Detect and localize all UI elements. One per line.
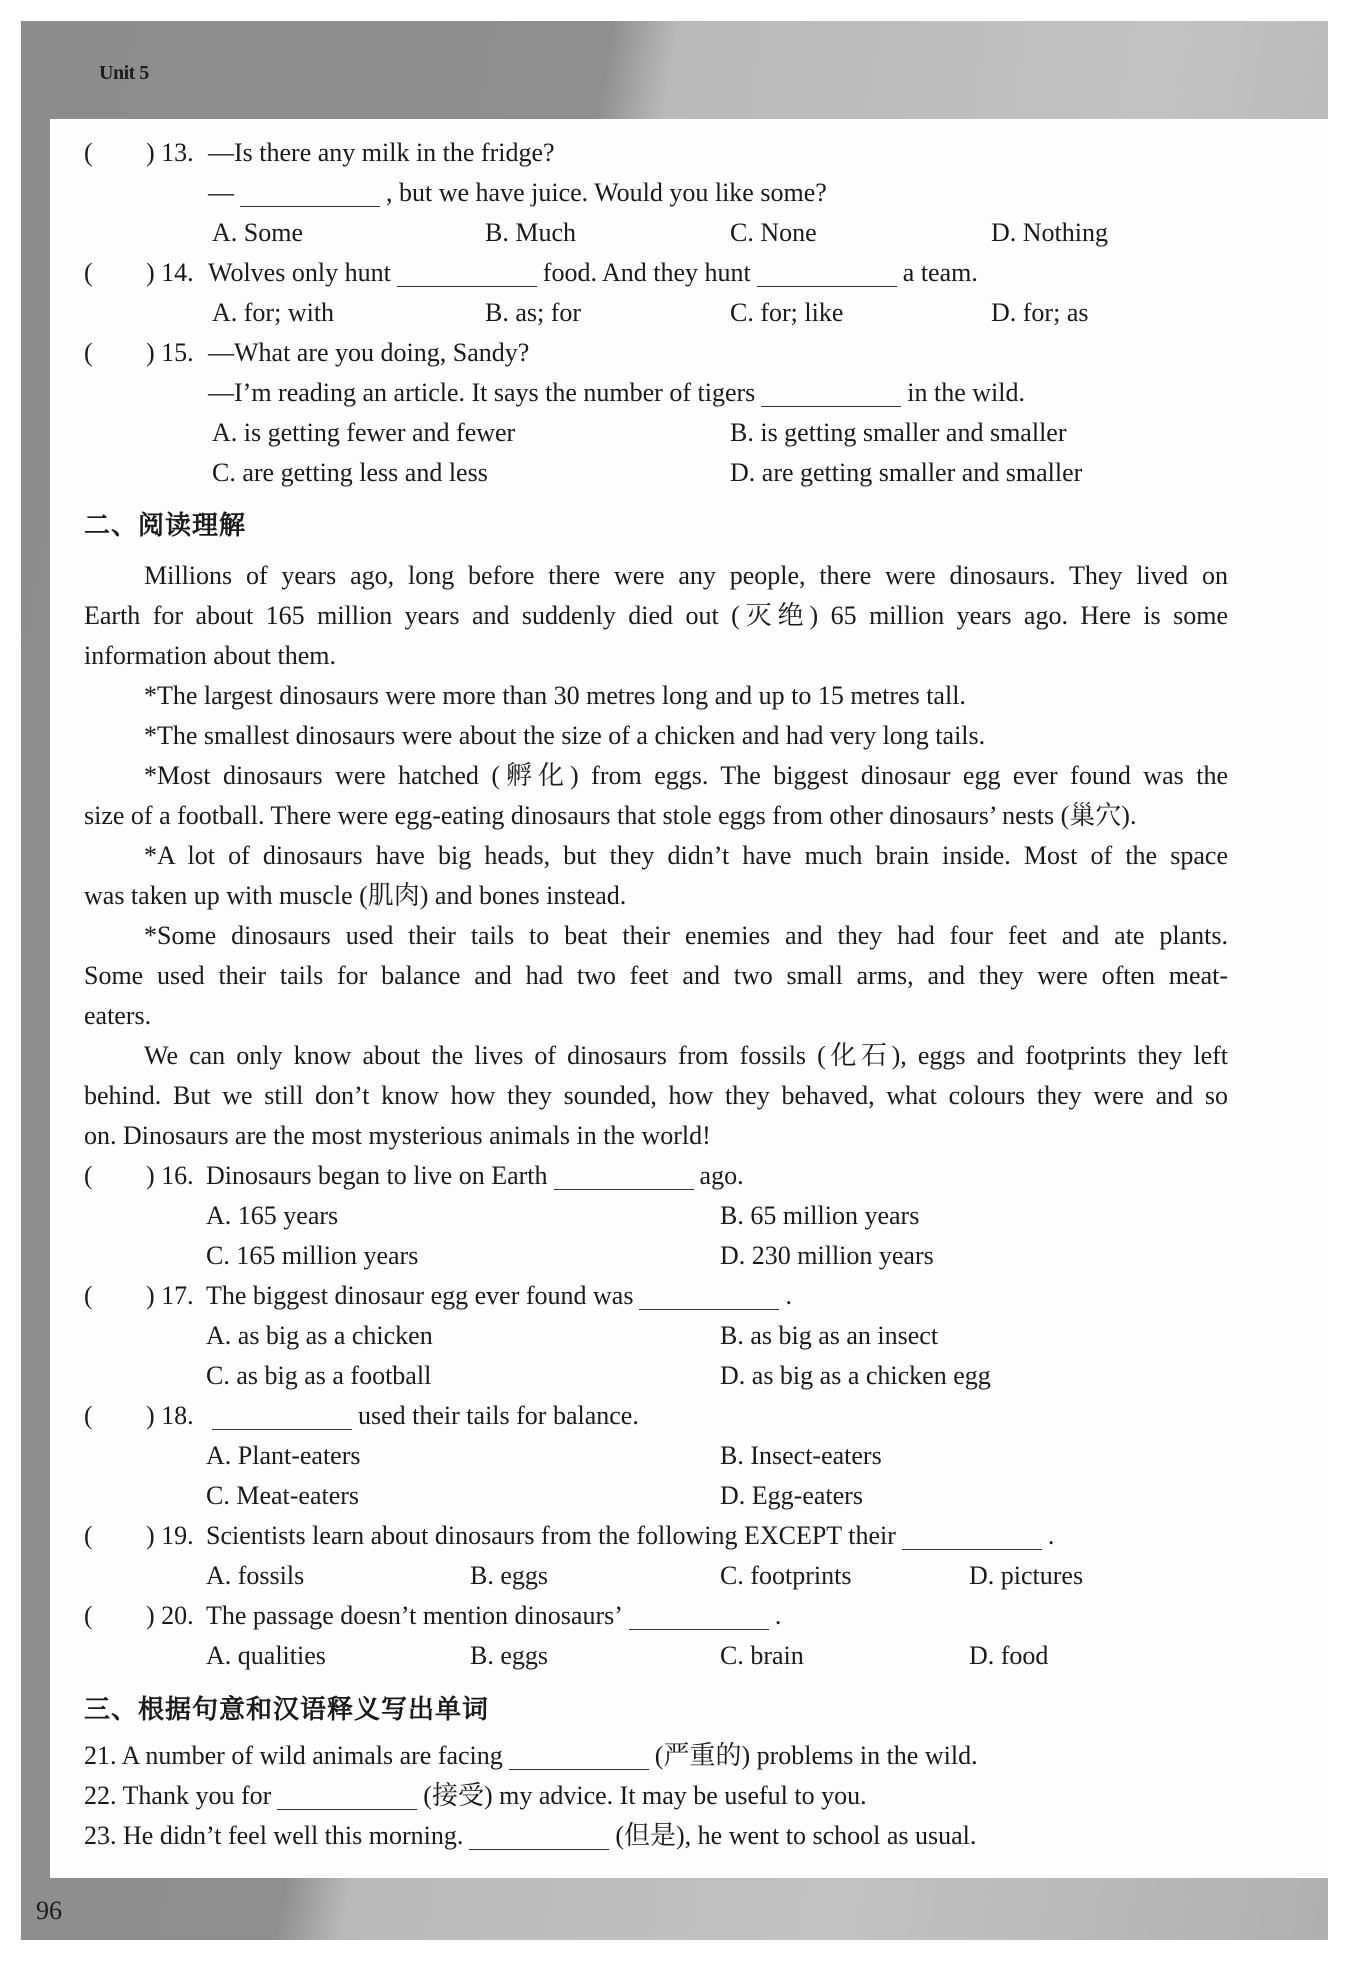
answer-option[interactable]: B. as; for xyxy=(485,297,582,327)
passage-line: *The smallest dinosaurs were about the size of a chicken and had very long tails. xyxy=(144,721,986,750)
answer-blank[interactable] xyxy=(761,376,901,407)
passage-line: Some used their tails for balance and had two feet and two small arms, and they were often meat- xyxy=(84,961,1228,990)
answer-option[interactable]: C. are getting less and less xyxy=(212,457,488,487)
answer-option[interactable]: B. 65 million years xyxy=(720,1201,920,1230)
text-segment: Scientists learn about dinosaurs from the following EXCEPT their xyxy=(206,1521,896,1550)
passage-line: *Most dinosaurs were hatched (孵化) from eggs. The biggest dinosaur egg ever found was the xyxy=(144,761,1228,790)
question-number: ) 17. xyxy=(146,1281,194,1310)
passage-line: on. Dinosaurs are the most mysterious animals in the world! xyxy=(84,1121,711,1150)
answer-option[interactable]: D. 230 million years xyxy=(720,1241,934,1270)
question-number: ) 15. xyxy=(146,337,194,367)
answer-option[interactable]: A. for; with xyxy=(212,297,335,327)
answer-option[interactable]: B. eggs xyxy=(470,1561,548,1590)
text-segment: The biggest dinosaur egg ever found was xyxy=(206,1281,634,1310)
text-segment: . xyxy=(785,1281,792,1310)
answer-paren[interactable]: ( xyxy=(84,257,93,287)
question-stem xyxy=(208,133,555,173)
answer-paren[interactable]: ( xyxy=(84,1521,93,1550)
text-segment: , but we have juice. Would you like some? xyxy=(386,177,827,207)
answer-option[interactable]: D. are getting smaller and smaller xyxy=(730,457,1083,487)
page-number: 96 xyxy=(36,1896,62,1925)
answer-blank[interactable] xyxy=(639,1279,779,1310)
question-stem xyxy=(206,1596,781,1636)
answer-option[interactable]: D. as big as a chicken egg xyxy=(720,1361,991,1390)
question-number: ) 13. xyxy=(146,137,194,167)
text-segment: a team. xyxy=(902,257,978,287)
answer-blank[interactable] xyxy=(509,1739,649,1770)
question-stem xyxy=(206,1516,1054,1556)
question-number: ) 18. xyxy=(146,1401,194,1430)
answer-blank[interactable] xyxy=(554,1159,694,1190)
answer-option[interactable]: A. qualities xyxy=(206,1641,326,1670)
answer-option[interactable]: B. Much xyxy=(485,217,576,247)
fill-in-item xyxy=(84,1816,976,1856)
question-stem xyxy=(208,253,978,293)
answer-option[interactable]: C. footprints xyxy=(720,1561,852,1590)
answer-option[interactable]: B. Insect-eaters xyxy=(720,1441,882,1470)
answer-option[interactable]: A. is getting fewer and fewer xyxy=(212,417,516,447)
text-segment: —Is there any milk in the fridge? xyxy=(208,137,555,167)
text-segment: — xyxy=(208,177,234,207)
answer-option[interactable]: D. pictures xyxy=(969,1561,1084,1590)
unit-label: Unit 5 xyxy=(99,62,149,84)
text-segment: The passage doesn’t mention dinosaurs’ xyxy=(206,1601,623,1630)
question-stem xyxy=(208,333,529,373)
answer-paren[interactable]: ( xyxy=(84,337,93,367)
question-number: ) 16. xyxy=(146,1161,194,1190)
passage-line: behind. But we still don’t know how they sounded, how they behaved, what colours they were and so xyxy=(84,1081,1228,1110)
passage-line: was taken up with muscle (肌肉) and bones instead. xyxy=(84,881,627,910)
text-segment: —I’m reading an article. It says the number of tigers xyxy=(208,377,756,407)
answer-option[interactable]: A. as big as a chicken xyxy=(206,1321,433,1350)
question-stem xyxy=(206,1276,792,1316)
text-segment: (严重的) problems in the wild. xyxy=(654,1741,978,1770)
answer-option[interactable]: B. is getting smaller and smaller xyxy=(730,417,1067,447)
passage-line: eaters. xyxy=(84,1001,152,1030)
answer-option[interactable]: D. Nothing xyxy=(991,217,1108,247)
text-segment: 21. A number of wild animals are facing xyxy=(84,1741,503,1770)
answer-option[interactable]: D. for; as xyxy=(991,297,1089,327)
text-segment: . xyxy=(1047,1521,1055,1550)
text-segment: food. And they hunt xyxy=(542,257,751,287)
answer-blank[interactable] xyxy=(277,1779,417,1810)
text-segment: (但是), he went to school as usual. xyxy=(615,1821,977,1850)
answer-blank[interactable] xyxy=(397,256,537,287)
answer-paren[interactable]: ( xyxy=(84,1281,93,1310)
question-number: ) 20. xyxy=(146,1601,194,1630)
passage-line: Earth for about 165 million years and suddenly died out (灭绝) 65 million years ago. Here is some xyxy=(84,601,1228,630)
question-number: ) 19. xyxy=(146,1521,194,1550)
answer-option[interactable]: A. Some xyxy=(212,217,303,247)
answer-blank[interactable] xyxy=(902,1519,1042,1550)
question-stem xyxy=(206,1156,744,1196)
text-segment: 22. Thank you for xyxy=(84,1781,272,1810)
passage-line: information about them. xyxy=(84,641,337,670)
answer-blank[interactable] xyxy=(212,1399,352,1430)
passage-line: Millions of years ago, long before there were any people, there were dinosaurs. They lived on xyxy=(144,561,1228,590)
answer-blank[interactable] xyxy=(629,1599,769,1630)
question-stem xyxy=(208,173,827,213)
answer-paren[interactable]: ( xyxy=(84,1401,93,1430)
question-stem xyxy=(206,1396,639,1436)
text-segment: in the wild. xyxy=(907,377,1025,407)
answer-option[interactable]: C. 165 million years xyxy=(206,1241,419,1270)
answer-option[interactable]: C. as big as a football xyxy=(206,1361,432,1390)
section-heading: 三、根据句意和汉语释义写出单词 xyxy=(84,1695,490,1725)
passage-line: *The largest dinosaurs were more than 30 metres long and up to 15 metres tall. xyxy=(144,681,966,710)
answer-option[interactable]: A. 165 years xyxy=(206,1201,339,1230)
question-number: ) 14. xyxy=(146,257,194,287)
answer-option[interactable]: C. brain xyxy=(720,1641,804,1670)
passage-line: size of a football. There were egg-eating dinosaurs that stole eggs from other dinosaurs’ nests (巢穴). xyxy=(84,801,1137,830)
text-segment: Wolves only hunt xyxy=(208,257,391,287)
answer-option[interactable]: B. eggs xyxy=(470,1641,548,1670)
section-heading: 二、阅读理解 xyxy=(84,511,247,541)
answer-option[interactable]: A. fossils xyxy=(206,1561,305,1590)
text-segment: used their tails for balance. xyxy=(358,1401,639,1430)
answer-option[interactable]: A. Plant-eaters xyxy=(206,1441,361,1470)
fill-in-item xyxy=(84,1736,978,1776)
passage-line: We can only know about the lives of dinosaurs from fossils (化石), eggs and footprints they left xyxy=(144,1041,1228,1070)
answer-paren[interactable]: ( xyxy=(84,1161,93,1190)
answer-blank[interactable] xyxy=(757,256,897,287)
answer-option[interactable]: C. Meat-eaters xyxy=(206,1481,360,1510)
passage-line: *A lot of dinosaurs have big heads, but they didn’t have much brain inside. Most of the space xyxy=(144,841,1228,870)
question-stem xyxy=(208,373,1025,413)
text-segment: 23. He didn’t feel well this morning. xyxy=(84,1821,464,1850)
answer-paren[interactable]: ( xyxy=(84,137,93,167)
answer-option[interactable]: B. as big as an insect xyxy=(720,1321,939,1350)
answer-option[interactable]: C. None xyxy=(730,217,817,247)
text-segment: Dinosaurs began to live on Earth xyxy=(206,1161,548,1190)
fill-in-item xyxy=(84,1776,867,1816)
text-segment: ago. xyxy=(699,1161,744,1190)
answer-blank[interactable] xyxy=(469,1819,609,1850)
text-segment: —What are you doing, Sandy? xyxy=(208,337,530,367)
answer-blank[interactable] xyxy=(240,176,380,207)
answer-option[interactable]: D. food xyxy=(969,1641,1049,1670)
text-segment: (接受) my advice. It may be useful to you. xyxy=(423,1781,867,1810)
passage-line: *Some dinosaurs used their tails to beat their enemies and they had four feet and ate plants. xyxy=(144,921,1228,950)
text-segment: . xyxy=(774,1601,782,1630)
answer-paren[interactable]: ( xyxy=(84,1601,93,1630)
answer-option[interactable]: C. for; like xyxy=(730,297,844,327)
answer-option[interactable]: D. Egg-eaters xyxy=(720,1481,863,1510)
